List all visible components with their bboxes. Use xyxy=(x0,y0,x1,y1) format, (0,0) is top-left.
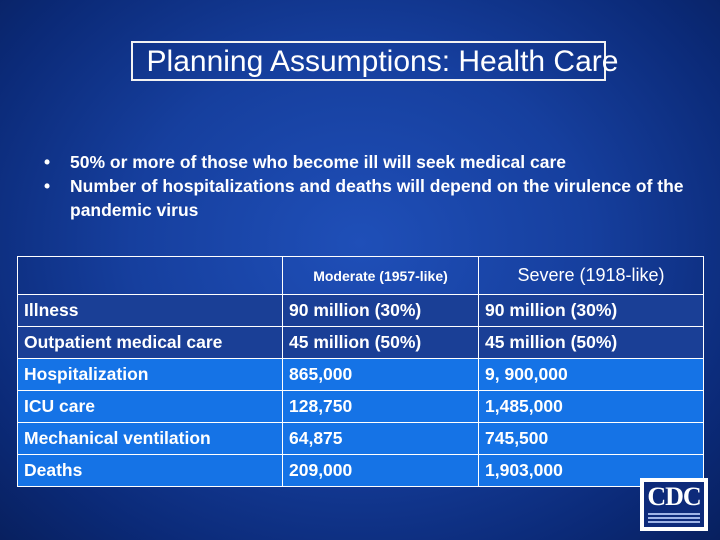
cdc-logo-mark xyxy=(644,482,704,527)
bullet-dot-icon: • xyxy=(44,176,51,196)
cdc-logo-lines xyxy=(648,511,700,523)
table-row xyxy=(18,295,704,327)
cdc-logo-text: CDC xyxy=(647,482,701,511)
moderate-value: 128,750 xyxy=(283,391,479,423)
moderate-value: 64,875 xyxy=(283,423,479,455)
table-row xyxy=(18,423,704,455)
header-cell-moderate: Moderate (1957-like) xyxy=(283,257,479,295)
bullet-text: Number of hospitalizations and deaths will depend on the virulence of the pandemic virus xyxy=(70,176,684,220)
severe-value: 1,903,000 xyxy=(479,455,704,487)
table-row xyxy=(18,391,704,423)
row-label: Deaths xyxy=(18,455,283,487)
row-label: Illness xyxy=(18,295,283,327)
row-label: Outpatient medical care xyxy=(18,327,283,359)
row-label: Mechanical ventilation xyxy=(18,423,283,455)
health-care-table xyxy=(17,256,704,487)
moderate-value: 45 million (50%) xyxy=(283,327,479,359)
severe-value: 45 million (50%) xyxy=(479,327,704,359)
header-cell-severe: Severe (1918-like) xyxy=(479,257,704,295)
bullet-list xyxy=(44,150,704,222)
severe-value: 1,485,000 xyxy=(479,391,704,423)
moderate-value: 209,000 xyxy=(283,455,479,487)
bullet-item xyxy=(44,150,704,174)
table-row xyxy=(18,359,704,391)
moderate-value: 90 million (30%) xyxy=(283,295,479,327)
cdc-logo xyxy=(640,478,708,531)
table-row xyxy=(18,327,704,359)
moderate-value: 865,000 xyxy=(283,359,479,391)
severe-value: 90 million (30%) xyxy=(479,295,704,327)
bullet-dot-icon: • xyxy=(44,152,51,172)
row-label: Hospitalization xyxy=(18,359,283,391)
severe-value: 9, 900,000 xyxy=(479,359,704,391)
slide-title: Planning Assumptions: Health Care xyxy=(146,45,619,78)
row-label: ICU care xyxy=(18,391,283,423)
bullet-item xyxy=(44,174,704,222)
severe-value: 745,500 xyxy=(479,423,704,455)
bullet-text: 50% or more of those who become ill will seek medical care xyxy=(70,152,567,172)
table-header-row xyxy=(18,257,704,295)
header-cell-empty xyxy=(18,257,283,295)
table-row xyxy=(18,455,704,487)
